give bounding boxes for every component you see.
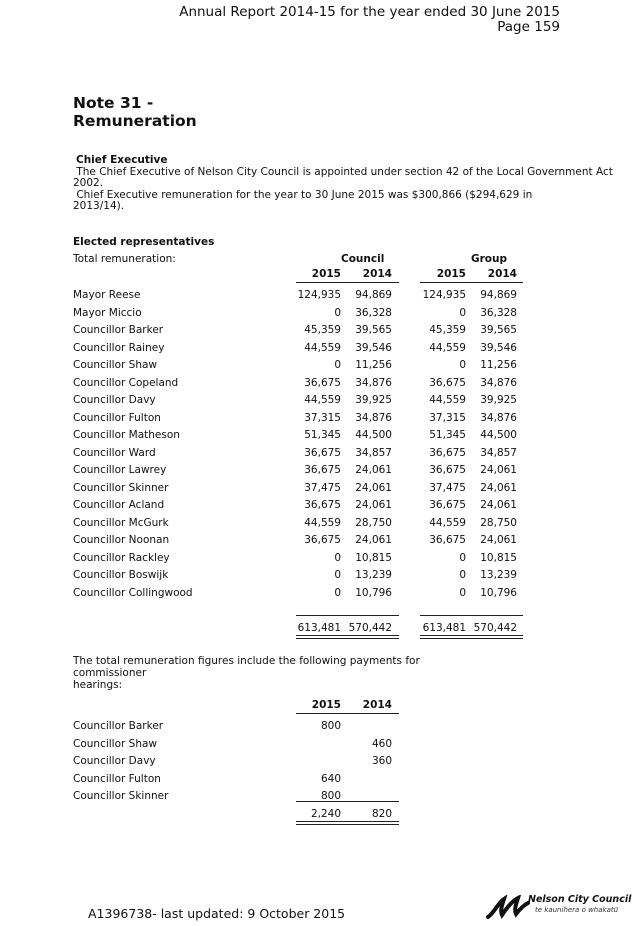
table-cell: 44,559 — [429, 516, 466, 529]
table-cell: 34,857 — [355, 446, 392, 459]
comm-row-name: Councillor Shaw — [73, 737, 158, 750]
table-cell: 34,876 — [355, 411, 392, 424]
table-cell: 94,869 — [480, 289, 517, 301]
table-cell: 0 — [459, 306, 466, 319]
table-cell: 0 — [459, 569, 466, 581]
table-row-name: Councillor Lawrey — [73, 464, 167, 476]
table-cell: 51,345 — [429, 429, 466, 441]
table-cell: 24,061 — [480, 534, 517, 546]
comm-cell: 800 — [320, 790, 341, 802]
table-cell: 34,876 — [480, 411, 517, 424]
table-cell: 28,750 — [355, 516, 392, 529]
note-title — [73, 94, 197, 130]
table-cell: 36,675 — [304, 446, 341, 459]
table-row-name: Councillor Barker — [73, 324, 164, 336]
table-cell: 24,061 — [355, 499, 392, 511]
table-cell: 13,239 — [480, 569, 517, 581]
table-cell: 124,935 — [297, 289, 341, 301]
total-rule-council — [296, 615, 399, 616]
table-cell: 36,675 — [429, 464, 466, 476]
group-group-header: Group — [471, 253, 508, 265]
nelson-city-council-logo — [486, 893, 632, 921]
table-cell: 45,359 — [304, 324, 341, 336]
table-cell: 34,857 — [480, 446, 517, 459]
table-row-name: Councillor Fulton — [73, 411, 161, 424]
table-cell: 0 — [334, 586, 341, 599]
note-title-line2: Remuneration — [73, 112, 197, 130]
total-double-rule-group — [420, 635, 523, 639]
comm-header-rule — [296, 713, 399, 714]
page-header — [179, 5, 560, 35]
year-header-1: 2014 — [362, 268, 392, 280]
table-row-name: Mayor Miccio — [73, 306, 142, 319]
footer-text: A1396738- last updated: 9 October 2015 — [88, 906, 346, 921]
table-cell: 39,565 — [480, 324, 517, 336]
table-cell: 39,925 — [355, 394, 392, 406]
table-cell: 34,876 — [480, 376, 517, 389]
table-row-name: Councillor Ward — [73, 446, 156, 459]
total-remuneration-label: Total remuneration: — [73, 253, 176, 265]
table-cell: 44,559 — [304, 516, 341, 529]
comm-row-name: Councillor Barker — [73, 720, 164, 732]
table-cell: 39,925 — [480, 394, 517, 406]
year-header-3: 2014 — [487, 268, 517, 280]
table-row-name: Councillor Skinner — [73, 481, 169, 494]
ce-text-line1: The Chief Executive of Nelson City Council is appointed under section 42 of the Local Government Act — [73, 165, 613, 178]
table-cell: 45,359 — [429, 324, 466, 336]
comm-row-name: Councillor Skinner — [73, 790, 169, 802]
table-cell: 44,559 — [304, 341, 341, 354]
table-cell: 0 — [334, 306, 341, 319]
table-cell: 36,675 — [304, 376, 341, 389]
table-cell: 36,675 — [304, 499, 341, 511]
commissioner-para-line1: The total remuneration figures include the following payments for commissioner — [73, 655, 420, 679]
table-row-name: Councillor Noonan — [73, 534, 170, 546]
table-cell: 10,815 — [355, 551, 392, 564]
comm-total-cell-1: 820 — [371, 808, 392, 820]
table-cell: 44,500 — [355, 429, 392, 441]
table-cell: 37,315 — [304, 411, 341, 424]
total-rule-group — [420, 615, 523, 616]
table-cell: 36,328 — [480, 306, 517, 319]
year-header-2: 2015 — [436, 268, 466, 280]
commissioner-paragraph — [73, 655, 473, 691]
elected-representatives-heading: Elected representatives — [73, 236, 215, 248]
ce-text-line2: 2002. — [73, 177, 104, 189]
table-cell: 36,675 — [429, 376, 466, 389]
table-row-name: Councillor Boswijk — [73, 569, 169, 581]
table-cell: 34,876 — [355, 376, 392, 389]
chief-executive-section — [73, 154, 613, 213]
comm-total-double-rule — [296, 821, 399, 825]
header-rule-council — [296, 282, 399, 283]
table-cell: 44,500 — [480, 429, 517, 441]
comm-year-header-0: 2015 — [311, 699, 341, 711]
table-cell: 36,328 — [355, 306, 392, 319]
header-rule-group — [420, 282, 523, 283]
table-row-name: Councillor Shaw — [73, 359, 158, 371]
commissioner-para-line2: hearings: — [73, 679, 123, 691]
table-cell: 37,315 — [429, 411, 466, 424]
table-cell: 24,061 — [355, 464, 392, 476]
table-cell: 13,239 — [355, 569, 392, 581]
comm-cell: 360 — [371, 755, 392, 767]
table-cell: 11,256 — [480, 359, 517, 371]
table-cell: 36,675 — [304, 464, 341, 476]
total-cell-1: 570,442 — [348, 622, 392, 634]
ce-text-line3: Chief Executive remuneration for the year to 30 June 2015 was $300,866 ($294,629 in — [73, 188, 533, 201]
table-row-name: Councillor Matheson — [73, 429, 180, 441]
comm-year-header-1: 2014 — [362, 699, 392, 711]
table-row-name: Mayor Reese — [73, 289, 141, 301]
comm-total-rule — [296, 801, 399, 802]
table-cell: 36,675 — [429, 534, 466, 546]
logo-mark-icon — [486, 895, 530, 921]
table-cell: 0 — [459, 359, 466, 371]
comm-total-cell-0: 2,240 — [310, 808, 341, 820]
total-double-rule-council — [296, 635, 399, 639]
council-group-header: Council — [341, 253, 385, 265]
table-row-name: Councillor Copeland — [73, 376, 179, 389]
table-cell: 10,815 — [480, 551, 517, 564]
table-cell: 44,559 — [429, 341, 466, 354]
table-row-name: Councillor McGurk — [73, 516, 169, 529]
table-cell: 0 — [334, 569, 341, 581]
table-cell: 10,796 — [355, 586, 392, 599]
table-cell: 24,061 — [480, 464, 517, 476]
table-cell: 36,675 — [304, 534, 341, 546]
table-row-name: Councillor Davy — [73, 394, 156, 406]
page-number: Page 159 — [497, 19, 560, 35]
table-cell: 36,675 — [429, 446, 466, 459]
table-cell: 124,935 — [422, 289, 466, 301]
table-row-name: Councillor Acland — [73, 499, 165, 511]
chief-executive-heading: Chief Executive — [76, 154, 168, 166]
table-cell: 94,869 — [355, 289, 392, 301]
ce-text-line4: 2013/14). — [73, 200, 125, 212]
comm-cell: 640 — [320, 772, 341, 785]
table-cell: 24,061 — [480, 499, 517, 511]
comm-row-name: Councillor Fulton — [73, 772, 161, 785]
table-cell: 37,475 — [429, 481, 466, 494]
logo-tagline: te kaunihera o whakatū — [535, 906, 619, 914]
note-title-line1: Note 31 - — [73, 94, 154, 112]
comm-cell: 460 — [371, 737, 392, 750]
total-cell-3: 570,442 — [473, 622, 517, 634]
report-title: Annual Report 2014-15 for the year ended 30 June 2015 — [179, 4, 560, 20]
table-row-name: Councillor Rainey — [73, 341, 165, 354]
table-cell: 24,061 — [355, 481, 392, 494]
table-cell: 0 — [459, 586, 466, 599]
comm-cell: 800 — [320, 720, 341, 732]
table-cell: 24,061 — [480, 481, 517, 494]
table-cell: 44,559 — [429, 394, 466, 406]
comm-row-name: Councillor Davy — [73, 755, 156, 767]
logo-name: Nelson City Council — [528, 894, 632, 905]
table-row-name: Councillor Rackley — [73, 551, 170, 564]
table-cell: 39,546 — [355, 341, 392, 354]
total-cell-2: 613,481 — [422, 622, 466, 634]
year-header-0: 2015 — [311, 268, 341, 280]
table-cell: 39,546 — [480, 341, 517, 354]
table-cell: 36,675 — [429, 499, 466, 511]
table-cell: 0 — [334, 551, 341, 564]
table-cell: 10,796 — [480, 586, 517, 599]
table-cell: 0 — [459, 551, 466, 564]
table-cell: 0 — [334, 359, 341, 371]
table-cell: 24,061 — [355, 534, 392, 546]
table-cell: 51,345 — [304, 429, 341, 441]
table-cell: 11,256 — [355, 359, 392, 371]
table-cell: 44,559 — [304, 394, 341, 406]
table-row-name: Councillor Collingwood — [73, 586, 193, 599]
table-cell: 37,475 — [304, 481, 341, 494]
table-cell: 39,565 — [355, 324, 392, 336]
total-cell-0: 613,481 — [297, 622, 341, 634]
table-cell: 28,750 — [480, 516, 517, 529]
